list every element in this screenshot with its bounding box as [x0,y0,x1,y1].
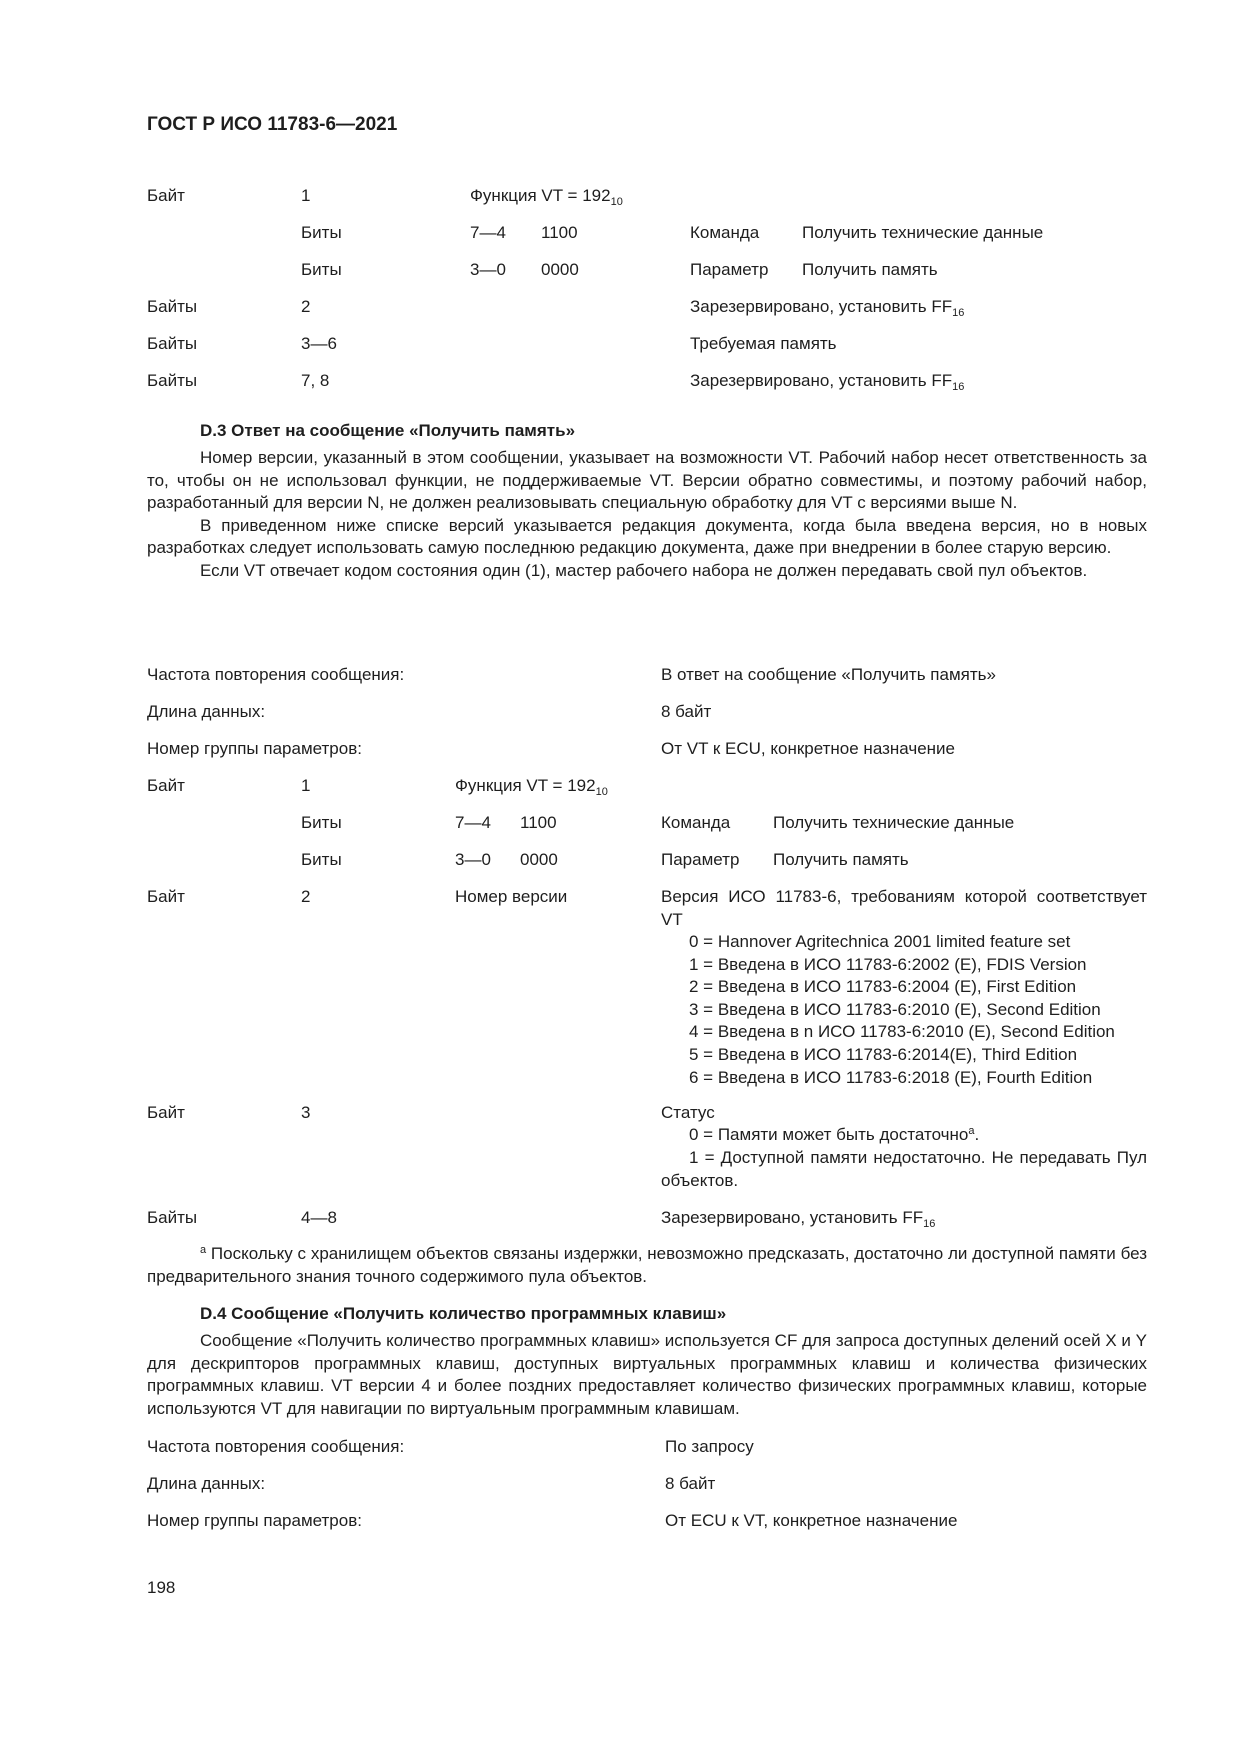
field-description: Получить технические данные [773,813,1015,832]
row-label: Байт [147,186,185,205]
document-header: ГОСТ Р ИСО 11783-6—2021 [147,114,398,135]
param-label: Частота повторения сообщения: [147,665,405,684]
version-item: 5 = Введена в ИСО 11783-6:2014(E), Third Edition [689,1044,1078,1064]
bit-code: 0000 [541,260,579,279]
row-label: Байты [147,334,198,353]
row-label: Байты [147,1208,198,1227]
row-label: Биты [301,813,342,832]
byte-number: 2 [301,297,311,316]
byte-number: 3—6 [301,334,337,353]
field-description: Получить память [802,260,938,279]
field-description: Требуемая память [690,334,837,353]
bit-code: 0000 [520,850,558,869]
bit-range: 7—4 [455,813,491,832]
row-label: Байты [147,297,198,316]
param-value: 8 байт [661,702,712,721]
section-body [147,447,1147,583]
row-label: Биты [301,260,342,279]
field-type: Параметр [661,850,740,869]
version-item: 2 = Введена в ИСО 11783-6:2004 (E), First Edition [689,977,1077,997]
bit-code: 1100 [520,813,557,832]
field-description: Получить память [773,850,909,869]
field-type: Команда [661,813,731,832]
bit-range: 3—0 [470,260,506,279]
footnote-mark: a [200,1244,207,1256]
section-title: D.3 Ответ на сообщение «Получить память» [200,421,576,440]
version-item: 3 = Введена в ИСО 11783-6:2010 (E), Second Edition [689,999,1101,1019]
row-label: Байт [147,1103,185,1122]
section-body [147,1330,1147,1420]
byte-number: 7, 8 [301,371,330,390]
version-item: 0 = Hannover Agritechnica 2001 limited feature set [689,932,1071,951]
field-name: Номер версии [455,887,568,906]
row-label: Байты [147,371,198,390]
bit-code: 1100 [541,223,578,242]
row-label: Байт [147,776,185,795]
byte-number: 3 [301,1103,311,1122]
param-label: Номер группы параметров: [147,739,362,758]
row-label: Байт [147,887,185,906]
version-item: 1 = Введена в ИСО 11783-6:2002 (E), FDIS Version [689,954,1087,974]
status-item: 0 = Памяти может быть достаточно$^a$. [689,1125,980,1144]
vt-function: Функция VT = $192_{10}$ [455,776,608,798]
byte-number: 4—8 [301,1208,337,1227]
param-label: Длина данных: [147,1474,266,1493]
field-description: Получить технические данные [802,223,1044,242]
row-label: Биты [301,850,342,869]
row-label: Биты [301,223,342,242]
param-value: По запросу [665,1437,754,1456]
paragraph: Сообщение «Получить количество программных клавиш» используется CF для запроса доступных делений осей X и Y для дескрипторов программных клавиш, доступных виртуальных программных клавиш и количества физических программных клавиш. VT версии 4 и более поздних предоставляет количество физических программных клавиш, которые используются VT для навигации по виртуальным программным клавишам. [147,1331,1147,1418]
param-value: От VT к ECU, конкретное назначение [661,739,955,758]
bit-range: 7—4 [470,223,506,242]
field-type: Параметр [690,260,769,279]
param-label: Длина данных: [147,702,266,721]
param-value: От ECU к VT, конкретное назначение [665,1511,958,1530]
version-list [689,931,1115,1089]
page-number: 198 [147,1578,176,1597]
byte-number: 1 [301,776,311,795]
footnote-text: Поскольку с хранилищем объектов связаны издержки, невозможно предсказать, достаточно ли доступной памяти без предварительного знания точного содержимого пула объектов. [147,1244,1147,1286]
field-type: Команда [690,223,760,242]
field-description: Статус [661,1103,715,1122]
paragraph: Если VT отвечает кодом состояния один (1), мастер рабочего набора не должен передавать свой пул объектов. [200,560,1088,580]
param-value: 8 байт [665,1474,716,1493]
bit-range: 3—0 [455,850,491,869]
byte-number: 2 [301,887,311,906]
field-description: Версия ИСО 11783-6, требованиям которой соответствует VT [661,887,1147,929]
param-value: В ответ на сообщение «Получить память» [661,665,996,684]
status-item: 1 = Доступной памяти недостаточно. Не передавать Пул объектов. [661,1148,1147,1190]
vt-function: Функция VT = $192_{10}$ [470,186,623,208]
paragraph: В приведенном ниже списке версий указывается редакция документа, когда была введена версия, но в новых разработках следует использовать самую последнюю редакцию документа, даже при внедрении в более старую версию. [147,515,1147,558]
field-description: Зарезервировано, установить $FF_{16}$ [690,371,965,393]
version-item: 4 = Введена в n ИСО 11783-6:2010 (E), Second Edition [689,1022,1115,1042]
param-label: Номер группы параметров: [147,1511,362,1530]
paragraph: Номер версии, указанный в этом сообщении, указывает на возможности VT. Рабочий набор несет ответственность за то, чтобы он не использовал функции, не поддерживаемые VT. Версии обратно совместимы, и поэтому рабочий набор, разработанный для версии N, не должен реализовывать специальную обработку для VT с версиями выше N. [147,448,1147,513]
param-label: Частота повторения сообщения: [147,1437,405,1456]
byte-number: 1 [301,186,311,205]
field-description: Зарезервировано, установить $FF_{16}$ [690,297,965,319]
footnote [147,1243,1147,1288]
version-item: 6 = Введена в ИСО 11783-6:2018 (E), Fourth Edition [689,1067,1093,1087]
section-title: D.4 Сообщение «Получить количество программных клавиш» [200,1304,727,1323]
field-description: Зарезервировано, установить $FF_{16}$ [661,1208,936,1230]
